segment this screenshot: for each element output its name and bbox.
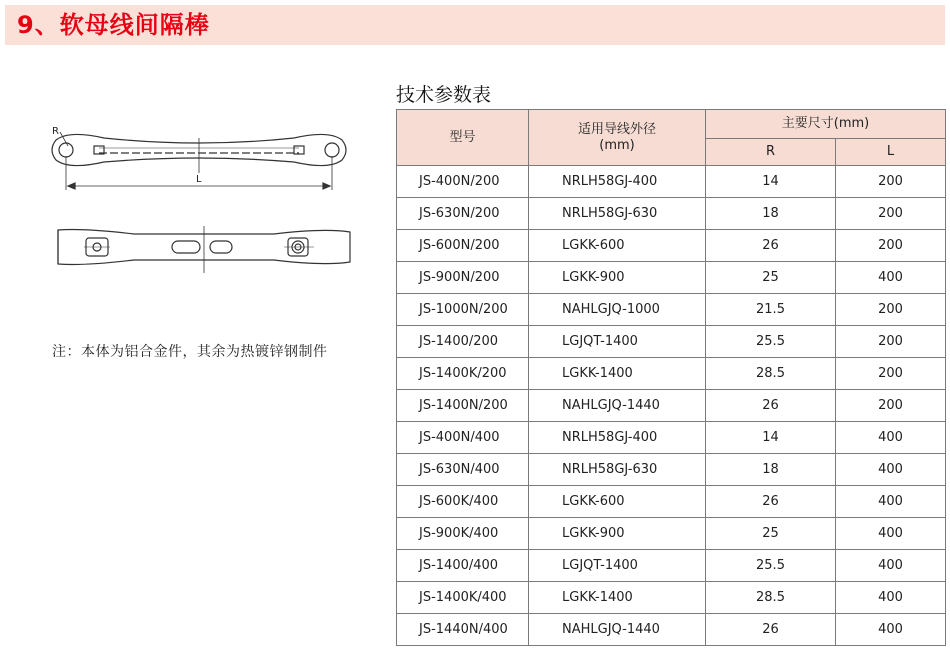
cell-l: 400 <box>836 422 946 454</box>
col-header-wire <box>529 110 706 166</box>
title-bar <box>5 5 945 45</box>
cell-model: JS-630N/200 <box>397 198 529 230</box>
cell-l: 400 <box>836 486 946 518</box>
table-row <box>397 486 946 518</box>
cell-l: 400 <box>836 262 946 294</box>
cell-r: 26 <box>706 614 836 646</box>
cell-r: 14 <box>706 422 836 454</box>
table-row <box>397 166 946 198</box>
cell-model: JS-400N/200 <box>397 166 529 198</box>
radius-label: R <box>52 126 59 137</box>
cell-model: JS-630N/400 <box>397 454 529 486</box>
cell-model: JS-400N/400 <box>397 422 529 454</box>
table-row <box>397 262 946 294</box>
cell-wire: NAHLGJQ-1440 <box>529 390 706 422</box>
material-note: 注：本体为铝合金件，其余为热镀锌钢制件 <box>52 344 328 360</box>
cell-model: JS-900N/200 <box>397 262 529 294</box>
cell-wire: NRLH58GJ-400 <box>529 166 706 198</box>
cell-l: 400 <box>836 518 946 550</box>
cell-wire: LGKK-1400 <box>529 582 706 614</box>
cell-wire: LGKK-900 <box>529 262 706 294</box>
cell-wire: NAHLGJQ-1000 <box>529 294 706 326</box>
table-row <box>397 358 946 390</box>
cell-model: JS-1440N/400 <box>397 614 529 646</box>
col-header-wire-line1: 适用导线外径 <box>577 121 656 137</box>
cell-l: 200 <box>836 358 946 390</box>
cell-l: 200 <box>836 390 946 422</box>
table-row <box>397 454 946 486</box>
cell-model: JS-1000N/200 <box>397 294 529 326</box>
table-row <box>397 294 946 326</box>
table-row <box>397 198 946 230</box>
cell-r: 25 <box>706 262 836 294</box>
length-label: L <box>196 174 202 185</box>
cell-r: 26 <box>706 486 836 518</box>
col-header-wire-line2: (mm) <box>599 137 635 153</box>
cell-wire: LGJQT-1400 <box>529 326 706 358</box>
cell-r: 18 <box>706 454 836 486</box>
cell-l: 200 <box>836 326 946 358</box>
cell-r: 25.5 <box>706 326 836 358</box>
cell-wire: NRLH58GJ-630 <box>529 454 706 486</box>
table-row <box>397 614 946 646</box>
cell-l: 200 <box>836 230 946 262</box>
cell-l: 200 <box>836 198 946 230</box>
cell-wire: LGJQT-1400 <box>529 550 706 582</box>
page-title: 9、软母线间隔棒 <box>17 11 210 39</box>
cell-wire: LGKK-600 <box>529 230 706 262</box>
cell-l: 200 <box>836 166 946 198</box>
table-row <box>397 422 946 454</box>
spacer-side-view-drawing <box>44 118 354 198</box>
cell-wire: NRLH58GJ-630 <box>529 198 706 230</box>
cell-model: JS-1400N/200 <box>397 390 529 422</box>
cell-model: JS-1400/200 <box>397 326 529 358</box>
cell-r: 28.5 <box>706 582 836 614</box>
cell-model: JS-600N/200 <box>397 230 529 262</box>
cell-model: JS-1400K/400 <box>397 582 529 614</box>
cell-model: JS-900K/400 <box>397 518 529 550</box>
cell-r: 26 <box>706 230 836 262</box>
cell-r: 14 <box>706 166 836 198</box>
cell-wire: LGKK-600 <box>529 486 706 518</box>
table-row <box>397 390 946 422</box>
cell-l: 400 <box>836 582 946 614</box>
cell-l: 400 <box>836 454 946 486</box>
cell-wire: LGKK-900 <box>529 518 706 550</box>
cell-wire: NRLH58GJ-400 <box>529 422 706 454</box>
spacer-plan-view-drawing <box>44 218 354 288</box>
table-row <box>397 518 946 550</box>
table-row <box>397 550 946 582</box>
cell-r: 26 <box>706 390 836 422</box>
cell-model: JS-600K/400 <box>397 486 529 518</box>
cell-wire: NAHLGJQ-1440 <box>529 614 706 646</box>
cell-l: 400 <box>836 550 946 582</box>
cell-l: 200 <box>836 294 946 326</box>
cell-r: 25 <box>706 518 836 550</box>
cell-r: 18 <box>706 198 836 230</box>
cell-model: JS-1400/400 <box>397 550 529 582</box>
table-row <box>397 326 946 358</box>
col-header-r: R <box>706 139 836 166</box>
col-header-dims: 主要尺寸(mm) <box>706 110 946 139</box>
col-header-model: 型号 <box>397 110 529 166</box>
table-row <box>397 582 946 614</box>
cell-model: JS-1400K/200 <box>397 358 529 390</box>
cell-l: 400 <box>836 614 946 646</box>
cell-wire: LGKK-1400 <box>529 358 706 390</box>
cell-r: 25.5 <box>706 550 836 582</box>
cell-r: 21.5 <box>706 294 836 326</box>
table-heading: 技术参数表 <box>396 84 492 106</box>
col-header-l: L <box>836 139 946 166</box>
table-row <box>397 230 946 262</box>
spec-table <box>396 109 946 646</box>
cell-r: 28.5 <box>706 358 836 390</box>
